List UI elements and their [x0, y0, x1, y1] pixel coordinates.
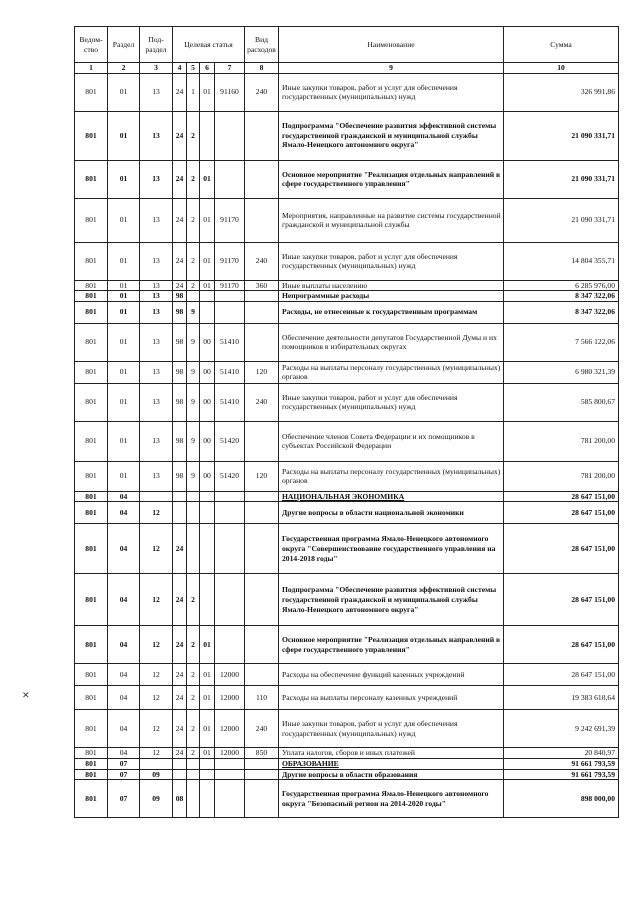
- cell-target-program: 24: [173, 710, 187, 748]
- budget-table: [74, 26, 619, 818]
- cell-subsection: 13: [140, 73, 173, 111]
- cell-target-subprogram: 2: [187, 748, 200, 759]
- cell-section: 04: [108, 710, 140, 748]
- cell-target-subprogram: 2: [187, 626, 200, 664]
- cell-sum: 781 200,00: [504, 421, 619, 461]
- cell-name: Расходы на обеспечение функций казенных учреждений: [279, 664, 504, 686]
- cell-sum: 91 661 793,59: [504, 758, 619, 769]
- cell-target-event: 00: [200, 461, 215, 491]
- table-row: [75, 383, 619, 421]
- cell-target-subprogram: 2: [187, 664, 200, 686]
- cell-dept: 801: [75, 73, 108, 111]
- cell-expense-type: [245, 780, 279, 818]
- cell-target-subprogram: 9: [187, 301, 200, 323]
- cell-expense-type: [245, 769, 279, 780]
- cell-sum: 19 383 618,64: [504, 686, 619, 710]
- cell-target-event: 01: [200, 242, 215, 280]
- cell-sum: 28 647 151,00: [504, 491, 619, 502]
- cell-sum: 9 242 691,39: [504, 710, 619, 748]
- cell-subsection: 13: [140, 323, 173, 361]
- cell-expense-type: [245, 291, 279, 302]
- cell-target-direction: [215, 160, 245, 198]
- cell-expense-type: [245, 664, 279, 686]
- cell-target-program: 08: [173, 780, 187, 818]
- cell-subsection: [140, 491, 173, 502]
- cell-dept: 801: [75, 748, 108, 759]
- cell-target-event: [200, 491, 215, 502]
- cell-dept: 801: [75, 524, 108, 574]
- cell-target-event: 00: [200, 421, 215, 461]
- header-section: Раздел: [108, 27, 140, 63]
- cell-target-event: [200, 111, 215, 160]
- cell-target-event: [200, 758, 215, 769]
- cell-expense-type: [245, 758, 279, 769]
- cell-sum: 28 647 151,00: [504, 524, 619, 574]
- cell-target-direction: 51420: [215, 421, 245, 461]
- table-row: [75, 242, 619, 280]
- cell-target-event: 00: [200, 323, 215, 361]
- cell-target-event: 00: [200, 361, 215, 383]
- cell-expense-type: 240: [245, 73, 279, 111]
- cell-subsection: 13: [140, 383, 173, 421]
- cell-target-program: 24: [173, 686, 187, 710]
- col-number: 1: [75, 63, 108, 74]
- table-row: [75, 301, 619, 323]
- cell-target-program: 24: [173, 748, 187, 759]
- cell-dept: 801: [75, 383, 108, 421]
- cell-target-program: 98: [173, 323, 187, 361]
- cell-dept: 801: [75, 301, 108, 323]
- cell-target-event: [200, 291, 215, 302]
- cell-name: Обеспечение членов Совета Федерации и их помощников в субъектах Российской Федерации: [279, 421, 504, 461]
- cell-sum: 28 647 151,00: [504, 626, 619, 664]
- cell-name: Государственная программа Ямало-Ненецкого автономного округа "Безопасный регион на 2014-2020 годы": [279, 780, 504, 818]
- cell-dept: 801: [75, 280, 108, 291]
- cell-section: 07: [108, 758, 140, 769]
- cell-target-program: 24: [173, 280, 187, 291]
- cell-target-subprogram: [187, 502, 200, 524]
- cell-target-event: 01: [200, 198, 215, 242]
- cell-sum: 28 647 151,00: [504, 574, 619, 626]
- header-name: Наименование: [279, 27, 504, 63]
- cell-target-subprogram: [187, 769, 200, 780]
- cell-target-direction: [215, 780, 245, 818]
- table-row: [75, 421, 619, 461]
- cell-target-subprogram: [187, 491, 200, 502]
- cell-name: Расходы на выплаты персоналу государственных (муниципальных) органов: [279, 361, 504, 383]
- table-row: [75, 780, 619, 818]
- cell-expense-type: [245, 491, 279, 502]
- cell-subsection: 12: [140, 710, 173, 748]
- cell-target-subprogram: 2: [187, 710, 200, 748]
- cell-dept: 801: [75, 769, 108, 780]
- cell-target-subprogram: 9: [187, 383, 200, 421]
- cell-expense-type: 120: [245, 461, 279, 491]
- table-row: [75, 626, 619, 664]
- col-number: 6: [200, 63, 215, 74]
- cell-name: Иные закупки товаров, работ и услуг для обеспечения государственных (муниципальных) нужд: [279, 242, 504, 280]
- cell-target-program: 24: [173, 111, 187, 160]
- cell-target-program: [173, 769, 187, 780]
- cell-target-event: 01: [200, 73, 215, 111]
- cell-target-event: 01: [200, 710, 215, 748]
- cell-expense-type: [245, 111, 279, 160]
- cell-section: 01: [108, 73, 140, 111]
- cell-target-direction: 12000: [215, 686, 245, 710]
- cell-target-event: 00: [200, 383, 215, 421]
- cell-target-subprogram: [187, 780, 200, 818]
- cell-section: 01: [108, 198, 140, 242]
- cell-name: Расходы на выплаты персоналу государственных (муниципальных) органов: [279, 461, 504, 491]
- cell-section: 01: [108, 461, 140, 491]
- table-row: [75, 748, 619, 759]
- cell-target-subprogram: 2: [187, 160, 200, 198]
- cell-target-event: 01: [200, 626, 215, 664]
- cell-target-direction: 91170: [215, 280, 245, 291]
- cell-target-event: 01: [200, 160, 215, 198]
- cell-target-direction: 91160: [215, 73, 245, 111]
- cell-target-program: [173, 758, 187, 769]
- table-row: [75, 574, 619, 626]
- cell-sum: 6 285 976,00: [504, 280, 619, 291]
- cell-target-subprogram: 2: [187, 198, 200, 242]
- cell-expense-type: 360: [245, 280, 279, 291]
- cell-expense-type: 120: [245, 361, 279, 383]
- cell-target-direction: 91170: [215, 198, 245, 242]
- cell-section: 04: [108, 502, 140, 524]
- cell-expense-type: 240: [245, 242, 279, 280]
- cell-sum: 326 991,86: [504, 73, 619, 111]
- cell-subsection: 12: [140, 686, 173, 710]
- cell-section: 01: [108, 242, 140, 280]
- cell-target-event: 01: [200, 748, 215, 759]
- cell-target-direction: 12000: [215, 664, 245, 686]
- cell-name: Другие вопросы в области образования: [279, 769, 504, 780]
- header-subsection: Под-раздел: [140, 27, 173, 63]
- cell-name: Расходы на выплаты персоналу казенных учреждений: [279, 686, 504, 710]
- cell-target-direction: [215, 769, 245, 780]
- cell-target-program: [173, 491, 187, 502]
- cell-target-subprogram: [187, 758, 200, 769]
- cell-target-subprogram: 9: [187, 461, 200, 491]
- col-number: 5: [187, 63, 200, 74]
- cell-name: Мероприятия, направленные на развитие системы государственной гражданской и муниципальной службы: [279, 198, 504, 242]
- cell-sum: 8 347 322,06: [504, 291, 619, 302]
- cell-expense-type: 110: [245, 686, 279, 710]
- cell-sum: 21 090 331,71: [504, 160, 619, 198]
- cell-target-direction: 51410: [215, 361, 245, 383]
- cell-expense-type: 240: [245, 710, 279, 748]
- cell-section: 01: [108, 291, 140, 302]
- cell-expense-type: [245, 502, 279, 524]
- cell-name: Основное мероприятие "Реализация отдельных направлений в сфере государственного управления": [279, 160, 504, 198]
- table-row: [75, 502, 619, 524]
- cell-subsection: 12: [140, 626, 173, 664]
- cell-target-program: 98: [173, 301, 187, 323]
- cell-section: 07: [108, 769, 140, 780]
- cell-target-event: [200, 301, 215, 323]
- cell-sum: 7 566 122,06: [504, 323, 619, 361]
- cell-section: 04: [108, 664, 140, 686]
- cell-dept: 801: [75, 664, 108, 686]
- cell-target-subprogram: [187, 291, 200, 302]
- cell-dept: 801: [75, 686, 108, 710]
- cell-name: НАЦИОНАЛЬНАЯ ЭКОНОМИКА: [279, 491, 504, 502]
- cell-expense-type: [245, 160, 279, 198]
- stray-mark: ✕: [22, 690, 30, 700]
- cell-target-program: 24: [173, 664, 187, 686]
- cell-section: 01: [108, 301, 140, 323]
- cell-target-program: 98: [173, 383, 187, 421]
- cell-name: Основное мероприятие "Реализация отдельных направлений в сфере государственного управления": [279, 626, 504, 664]
- table-row: [75, 524, 619, 574]
- cell-target-program: 24: [173, 574, 187, 626]
- cell-sum: 585 800,67: [504, 383, 619, 421]
- cell-target-program: 24: [173, 626, 187, 664]
- cell-section: 04: [108, 491, 140, 502]
- cell-name: Иные закупки товаров, работ и услуг для обеспечения государственных (муниципальных) нужд: [279, 383, 504, 421]
- cell-sum: 21 090 331,71: [504, 111, 619, 160]
- table-row: [75, 323, 619, 361]
- cell-dept: 801: [75, 574, 108, 626]
- cell-subsection: 12: [140, 502, 173, 524]
- cell-dept: 801: [75, 491, 108, 502]
- cell-target-program: 98: [173, 461, 187, 491]
- table-row: [75, 198, 619, 242]
- cell-expense-type: [245, 301, 279, 323]
- cell-subsection: 12: [140, 748, 173, 759]
- cell-sum: 20 840,97: [504, 748, 619, 759]
- cell-subsection: 13: [140, 461, 173, 491]
- cell-section: 01: [108, 323, 140, 361]
- col-number: 7: [215, 63, 245, 74]
- cell-dept: 801: [75, 780, 108, 818]
- table-row: [75, 686, 619, 710]
- cell-expense-type: 850: [245, 748, 279, 759]
- cell-name: Иные закупки товаров, работ и услуг для обеспечения государственных (муниципальных) нужд: [279, 73, 504, 111]
- cell-subsection: 13: [140, 160, 173, 198]
- table-row: [75, 491, 619, 502]
- cell-target-direction: 51420: [215, 461, 245, 491]
- cell-sum: 28 647 151,00: [504, 664, 619, 686]
- cell-target-direction: 12000: [215, 710, 245, 748]
- cell-target-subprogram: 2: [187, 686, 200, 710]
- cell-dept: 801: [75, 361, 108, 383]
- cell-sum: 91 661 793,59: [504, 769, 619, 780]
- cell-target-program: 24: [173, 160, 187, 198]
- header-target-article: Целевая статья: [173, 27, 245, 63]
- col-number: 3: [140, 63, 173, 74]
- cell-target-event: 01: [200, 686, 215, 710]
- cell-target-subprogram: [187, 524, 200, 574]
- col-number: 4: [173, 63, 187, 74]
- cell-target-direction: 51410: [215, 323, 245, 361]
- cell-subsection: 13: [140, 421, 173, 461]
- table-row: [75, 73, 619, 111]
- col-number: 8: [245, 63, 279, 74]
- cell-section: 01: [108, 111, 140, 160]
- cell-expense-type: [245, 574, 279, 626]
- cell-target-program: 98: [173, 291, 187, 302]
- cell-target-event: [200, 502, 215, 524]
- cell-name: Государственная программа Ямало-Ненецкого автономного округа "Совершенствование государственного управления на 2014-2018 годы": [279, 524, 504, 574]
- cell-target-direction: [215, 502, 245, 524]
- cell-sum: 14 804 355,71: [504, 242, 619, 280]
- cell-target-direction: [215, 574, 245, 626]
- cell-sum: 898 000,00: [504, 780, 619, 818]
- table-row: [75, 291, 619, 302]
- cell-subsection: 13: [140, 291, 173, 302]
- cell-target-program: 24: [173, 524, 187, 574]
- cell-section: 01: [108, 280, 140, 291]
- cell-target-event: 01: [200, 280, 215, 291]
- cell-target-direction: [215, 524, 245, 574]
- cell-expense-type: [245, 323, 279, 361]
- col-number: 9: [279, 63, 504, 74]
- cell-sum: 6 980 321,39: [504, 361, 619, 383]
- cell-name: Подпрограмма "Обеспечение развития эффективной системы государственной гражданской и муниципальной службы Ямало-Ненецкого автономного округа": [279, 574, 504, 626]
- cell-name: Уплата налогов, сборов и иных платежей: [279, 748, 504, 759]
- cell-section: 01: [108, 383, 140, 421]
- cell-expense-type: [245, 524, 279, 574]
- column-number-row: [75, 63, 619, 74]
- cell-section: 07: [108, 780, 140, 818]
- table-row: [75, 710, 619, 748]
- cell-name: Иные выплаты населению: [279, 280, 504, 291]
- cell-target-program: 98: [173, 361, 187, 383]
- cell-target-subprogram: 2: [187, 280, 200, 291]
- cell-dept: 801: [75, 461, 108, 491]
- cell-section: 04: [108, 574, 140, 626]
- cell-name: ОБРАЗОВАНИЕ: [279, 758, 504, 769]
- table-row: [75, 664, 619, 686]
- cell-dept: 801: [75, 198, 108, 242]
- cell-target-direction: [215, 291, 245, 302]
- cell-target-direction: [215, 301, 245, 323]
- cell-dept: 801: [75, 758, 108, 769]
- cell-target-event: 01: [200, 664, 215, 686]
- cell-target-program: 24: [173, 198, 187, 242]
- cell-name: Непрограммные расходы: [279, 291, 504, 302]
- cell-subsection: 13: [140, 198, 173, 242]
- cell-subsection: 13: [140, 280, 173, 291]
- cell-target-program: 98: [173, 421, 187, 461]
- cell-dept: 801: [75, 111, 108, 160]
- cell-subsection: 13: [140, 361, 173, 383]
- col-number: 2: [108, 63, 140, 74]
- cell-target-direction: [215, 758, 245, 769]
- cell-section: 04: [108, 748, 140, 759]
- table-row: [75, 361, 619, 383]
- cell-subsection: [140, 758, 173, 769]
- budget-rows: [75, 73, 619, 818]
- cell-target-direction: [215, 626, 245, 664]
- cell-expense-type: [245, 421, 279, 461]
- cell-target-program: 24: [173, 242, 187, 280]
- cell-target-event: [200, 574, 215, 626]
- cell-name: Обеспечение деятельности депутатов Государственной Думы и их помощников в избирательных округах: [279, 323, 504, 361]
- cell-dept: 801: [75, 323, 108, 361]
- cell-target-event: [200, 780, 215, 818]
- cell-subsection: 12: [140, 524, 173, 574]
- cell-name: Другие вопросы в области национальной экономики: [279, 502, 504, 524]
- cell-subsection: 13: [140, 301, 173, 323]
- table-row: [75, 160, 619, 198]
- cell-expense-type: [245, 198, 279, 242]
- cell-subsection: 13: [140, 242, 173, 280]
- cell-target-event: [200, 524, 215, 574]
- table-row: [75, 769, 619, 780]
- budget-table-sheet: [74, 26, 619, 818]
- cell-dept: 801: [75, 242, 108, 280]
- cell-target-direction: 51410: [215, 383, 245, 421]
- cell-section: 01: [108, 421, 140, 461]
- cell-dept: 801: [75, 421, 108, 461]
- table-row: [75, 461, 619, 491]
- cell-sum: 21 090 331,71: [504, 198, 619, 242]
- header-dept: Ведом-ство: [75, 27, 108, 63]
- cell-section: 04: [108, 524, 140, 574]
- cell-name: Подпрограмма "Обеспечение развития эффективной системы государственной гражданской и муниципальной службы Ямало-Ненецкого автономного округа": [279, 111, 504, 160]
- cell-subsection: 12: [140, 664, 173, 686]
- cell-target-subprogram: 9: [187, 421, 200, 461]
- cell-dept: 801: [75, 160, 108, 198]
- cell-dept: 801: [75, 291, 108, 302]
- cell-sum: 781 200,00: [504, 461, 619, 491]
- cell-expense-type: [245, 626, 279, 664]
- cell-target-direction: [215, 111, 245, 160]
- cell-target-direction: [215, 491, 245, 502]
- cell-expense-type: 240: [245, 383, 279, 421]
- cell-target-direction: 91170: [215, 242, 245, 280]
- cell-section: 04: [108, 686, 140, 710]
- cell-subsection: 13: [140, 111, 173, 160]
- cell-subsection: 12: [140, 574, 173, 626]
- cell-subsection: 09: [140, 780, 173, 818]
- cell-section: 04: [108, 626, 140, 664]
- cell-target-subprogram: 2: [187, 574, 200, 626]
- cell-target-subprogram: 2: [187, 111, 200, 160]
- cell-sum: 8 347 322,06: [504, 301, 619, 323]
- table-row: [75, 758, 619, 769]
- cell-target-program: [173, 502, 187, 524]
- cell-subsection: 09: [140, 769, 173, 780]
- col-number: 10: [504, 63, 619, 74]
- cell-dept: 801: [75, 710, 108, 748]
- cell-section: 01: [108, 361, 140, 383]
- cell-target-subprogram: 2: [187, 242, 200, 280]
- header-sum: Сумма: [504, 27, 619, 63]
- table-row: [75, 111, 619, 160]
- cell-dept: 801: [75, 502, 108, 524]
- cell-target-direction: 12000: [215, 748, 245, 759]
- cell-target-subprogram: 9: [187, 361, 200, 383]
- cell-name: Иные закупки товаров, работ и услуг для обеспечения государственных (муниципальных) нужд: [279, 710, 504, 748]
- cell-target-subprogram: 9: [187, 323, 200, 361]
- cell-target-event: [200, 769, 215, 780]
- cell-dept: 801: [75, 626, 108, 664]
- cell-section: 01: [108, 160, 140, 198]
- cell-target-subprogram: 1: [187, 73, 200, 111]
- cell-name: Расходы, не отнесенные к государственным программам: [279, 301, 504, 323]
- header-expense-type: Вид расходов: [245, 27, 279, 63]
- table-row: [75, 280, 619, 291]
- cell-sum: 28 647 151,00: [504, 502, 619, 524]
- cell-target-program: 24: [173, 73, 187, 111]
